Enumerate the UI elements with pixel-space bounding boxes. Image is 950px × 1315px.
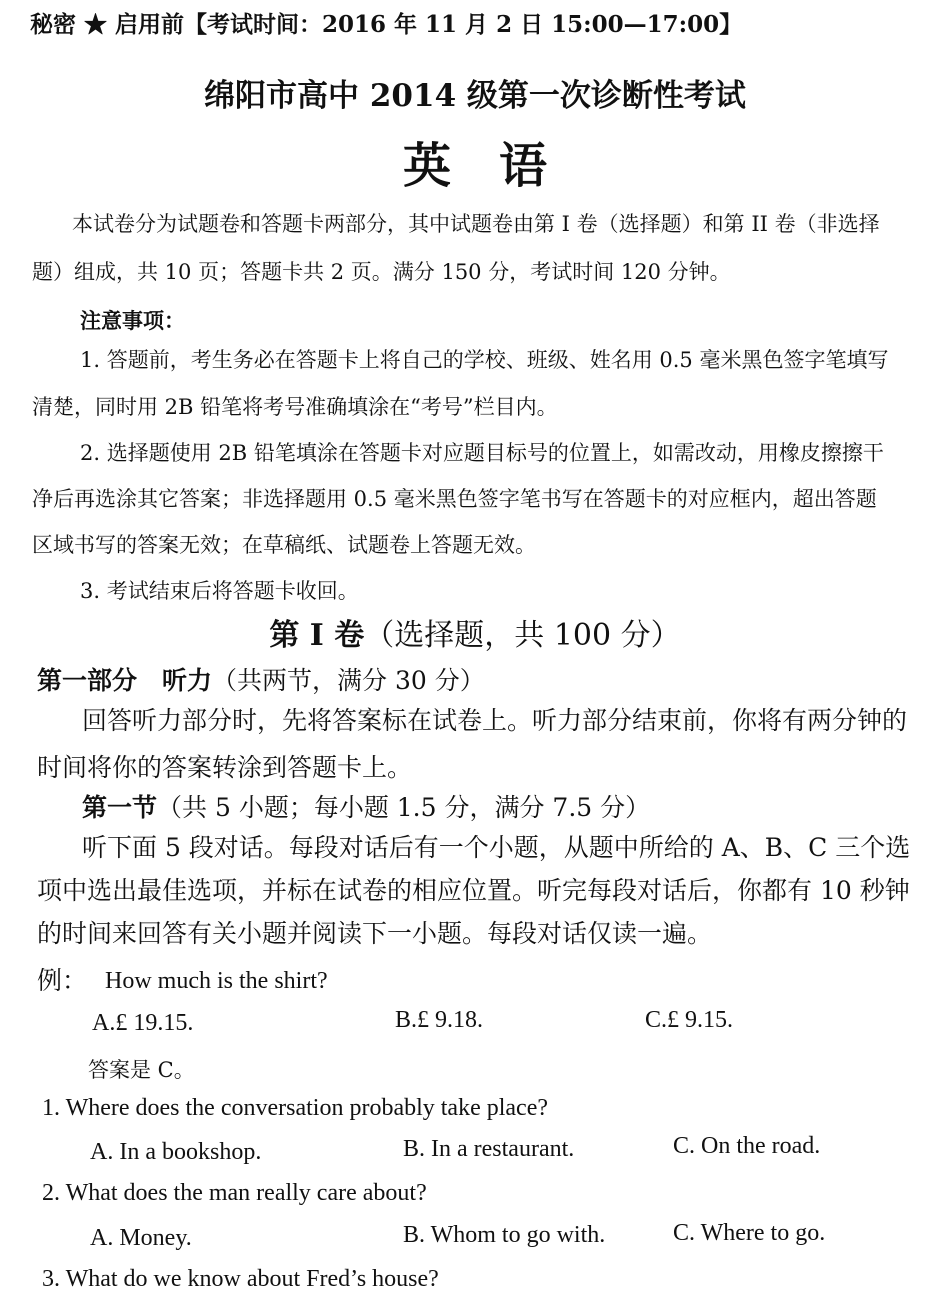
note-2-line-2: 净后再选涂其它答案；非选择题用 0.5 毫米黑色签字笔书写在答题卡的对应框内，超出答题 — [32, 487, 877, 511]
section-1-score: （共 5 小题；每小题 1.5 分，满分 7.5 分） — [157, 793, 651, 822]
part-1-score: （共两节，满分 30 分） — [212, 666, 485, 695]
exam-title: 绵阳市高中 2014 级第一次诊断性考试 — [204, 78, 746, 114]
question-1-option-b: B. In a restaurant. — [403, 1136, 575, 1162]
note-1-line-2: 清楚，同时用 2B 铅笔将考号准确填涂在“考号”栏目内。 — [32, 395, 558, 419]
example-option-c: C.£ 9.15. — [645, 1007, 734, 1033]
subject-title: 英 语 — [402, 138, 547, 194]
intro-line-2: 题）组成，共 10 页；答题卡共 2 页。满分 150 分，考试时间 120 分钟。 — [32, 260, 731, 284]
volume-1-label: 第 I 卷 — [269, 618, 365, 653]
section-1-label: 第一节 — [82, 793, 158, 822]
example-option-b: B.£ 9.18. — [395, 1007, 484, 1033]
section-1-desc-line-1: 听下面 5 段对话。每段对话后有一个小题，从题中所给的 A、B、C 三个选 — [82, 833, 911, 862]
example-option-a: A.£ 19.15. — [92, 1010, 194, 1036]
question-1-option-a: A. In a bookshop. — [90, 1139, 262, 1165]
question-1-option-c: C. On the road. — [673, 1133, 821, 1159]
note-2-line-3: 区域书写的答案无效；在草稿纸、试题卷上答题无效。 — [32, 533, 536, 557]
section-1-desc-line-3: 的时间来回答有关小题并阅读下一小题。每段对话仅读一遍。 — [37, 919, 713, 948]
volume-1-title — [0, 616, 950, 656]
part-1-label: 第一部分 听力 — [37, 666, 213, 695]
part-1-desc-line-2: 时间将你的答案转涂到答题卡上。 — [37, 753, 413, 782]
question-2-option-b: B. Whom to go with. — [403, 1222, 606, 1248]
volume-1-subtitle: （选择题，共 100 分） — [364, 618, 681, 653]
part-1-heading — [37, 666, 485, 696]
example-question: How much is the shirt? — [105, 968, 328, 994]
part-1-desc-line-1: 回答听力部分时，先将答案标在试卷上。听力部分结束前，你将有两分钟的 — [82, 706, 908, 735]
note-1-line-1: 1. 答题前，考生务必在答题卡上将自己的学校、班级、姓名用 0.5 毫米黑色签字笔填写 — [80, 348, 889, 372]
question-2-option-c: C. Where to go. — [673, 1220, 826, 1246]
section-1-desc-line-2: 项中选出最佳选项，并标在试卷的相应位置。听完每段对话后，你都有 10 秒钟 — [37, 876, 910, 905]
intro-line-1: 本试卷分为试题卷和答题卡两部分，其中试题卷由第 I 卷（选择题）和第 II 卷（非选择 — [72, 212, 880, 236]
question-2-stem: 2. What does the man really care about? — [42, 1180, 427, 1206]
question-3-stem: 3. What do we know about Fred’s house? — [42, 1266, 439, 1292]
example-answer: 答案是 C。 — [88, 1058, 195, 1082]
notes-heading: 注意事项： — [80, 308, 185, 333]
note-2-line-1: 2. 选择题使用 2B 铅笔填涂在答题卡对应题目标号的位置上，如需改动，用橡皮擦擦干 — [80, 441, 884, 465]
secret-header-line: 秘密 ★ 启用前【考试时间：2016 年 11 月 2 日 15:00—17:00】 — [30, 11, 743, 38]
example-label: 例： — [37, 966, 88, 995]
question-1-stem: 1. Where does the conversation probably take place? — [42, 1095, 549, 1121]
section-1-heading — [82, 793, 650, 823]
question-2-option-a: A. Money. — [90, 1225, 192, 1251]
note-3: 3. 考试结束后将答题卡收回。 — [80, 579, 359, 603]
